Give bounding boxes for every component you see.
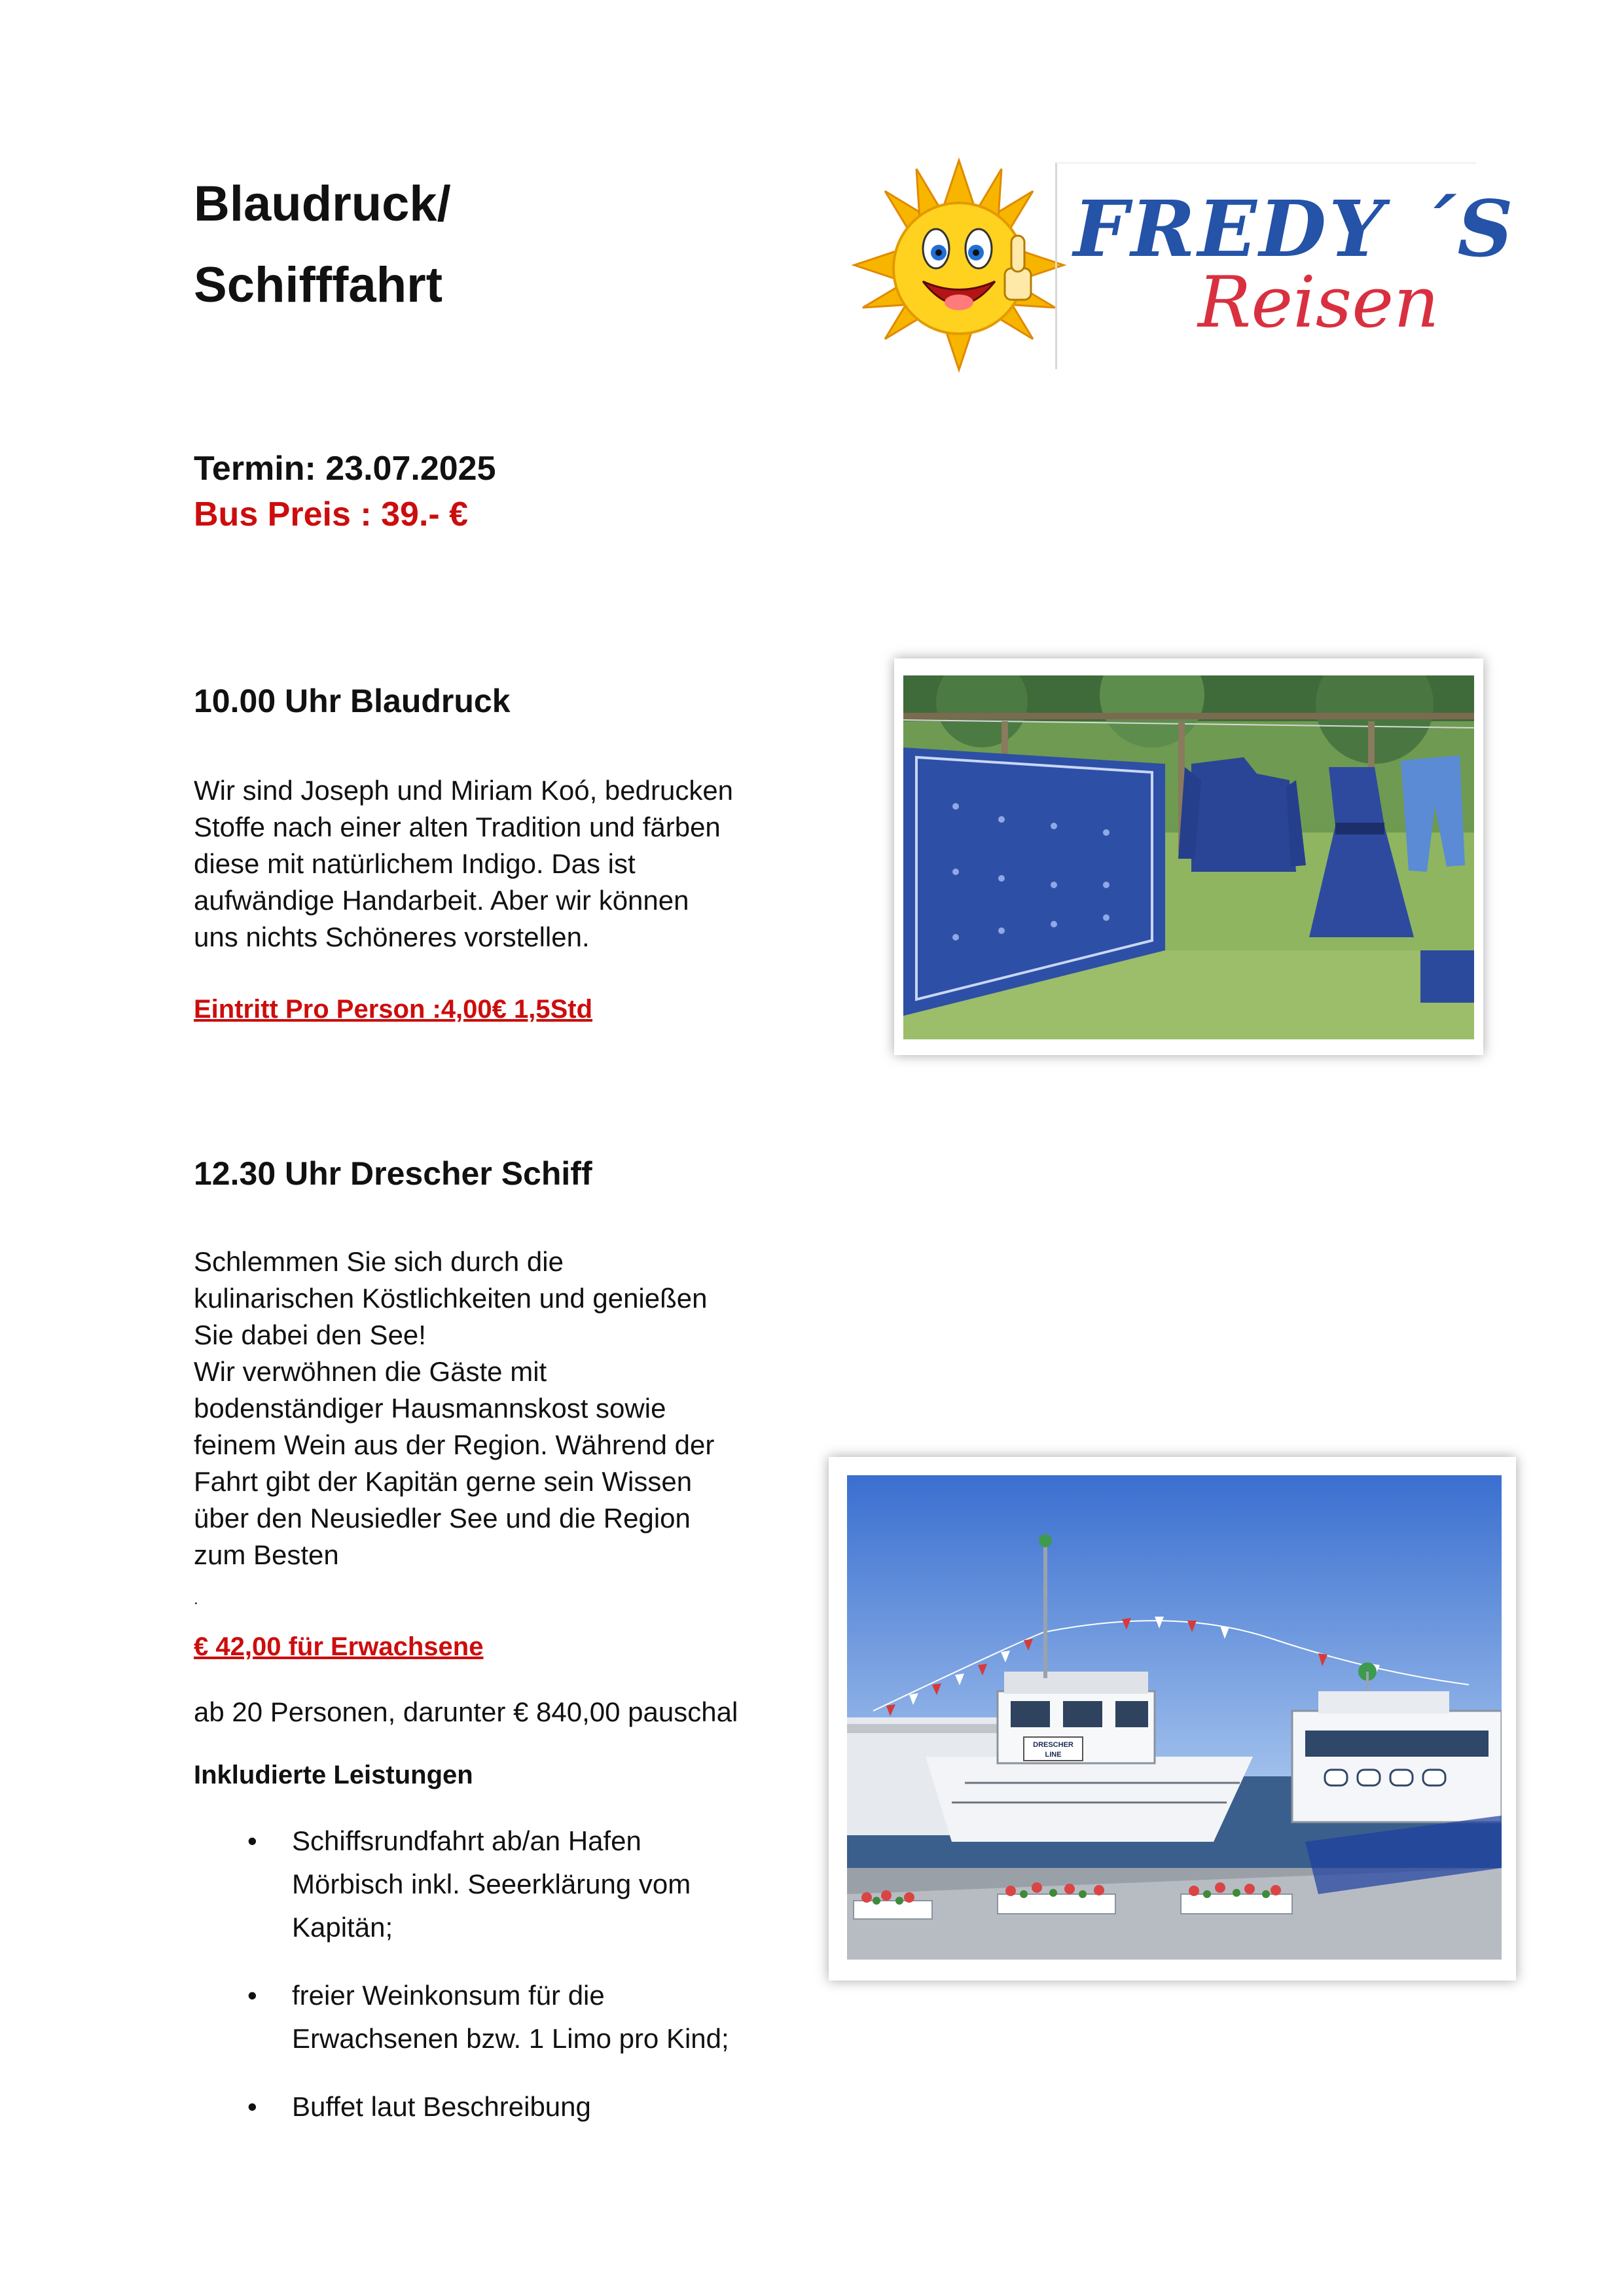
section-dot: . [194, 1590, 198, 1608]
section-heading-blaudruck: 10.00 Uhr Blaudruck [194, 683, 511, 719]
section-text-blaudruck: Wir sind Joseph und Miriam Koó, bedrucken Stoffe nach einer alten Tradition und färben diese mit natürlichem Indigo. Das ist aufwändige Handarbeit. Aber wir können uns nichts Schöneres vorstellen. [194, 775, 734, 952]
smiling-sun-thumbs-up-icon [851, 157, 1067, 373]
blaudruck-price-link[interactable]: Eintritt Pro Person :4,00€ 1,5Std [194, 995, 593, 1024]
drescher-price-link[interactable]: € 42,00 für Erwachsene [194, 1632, 484, 1661]
section-heading-drescher-schiff: 12.30 Uhr Drescher Schiff [194, 1155, 592, 1192]
list-item: • Buffet laut Beschreibung [194, 2085, 848, 2128]
logo-text-fredys: FREDY ´S [1074, 183, 1516, 274]
blaudruck-photo [894, 658, 1483, 1055]
page-title: Blaudruck/ Schifffahrt [194, 176, 451, 313]
section-text-drescher-schiff: Schlemmen Sie sich durch die kulinarischen Köstlichkeiten und genießen Sie dabei den See! Wir verwöhnen die Gäste mit bodenständiger Hausmannskost sowie feinem Wein aus der Region. Während der Fahrt gibt der Kapitän gerne sein Wissen über den Neusiedler See und die Region zum Besten [194, 1246, 715, 1570]
included-heading: Inkludierte Leistungen [194, 1761, 473, 1789]
list-item: • freier Weinkonsum für die Erwachsenen bzw. 1 Limo pro Kind; [194, 1974, 848, 2060]
bus-price: Bus Preis : 39.- € [194, 495, 469, 533]
logo-text-reisen: Reisen [1198, 262, 1439, 344]
list-item: • Schiffsrundfahrt ab/an Hafen Mörbisch inkl. Seeerklärung vom Kapitän; [194, 1820, 848, 1949]
svg-text:LINE: LINE [1045, 1751, 1062, 1759]
drescher-boat-photo [829, 1457, 1516, 1981]
svg-text:DRESCHER: DRESCHER [1033, 1741, 1074, 1749]
group-price-text: ab 20 Personen, darunter € 840,00 pauschal [194, 1696, 738, 1727]
included-services-list [194, 1820, 848, 2153]
termin-date: Termin: 23.07.2025 [194, 450, 496, 488]
